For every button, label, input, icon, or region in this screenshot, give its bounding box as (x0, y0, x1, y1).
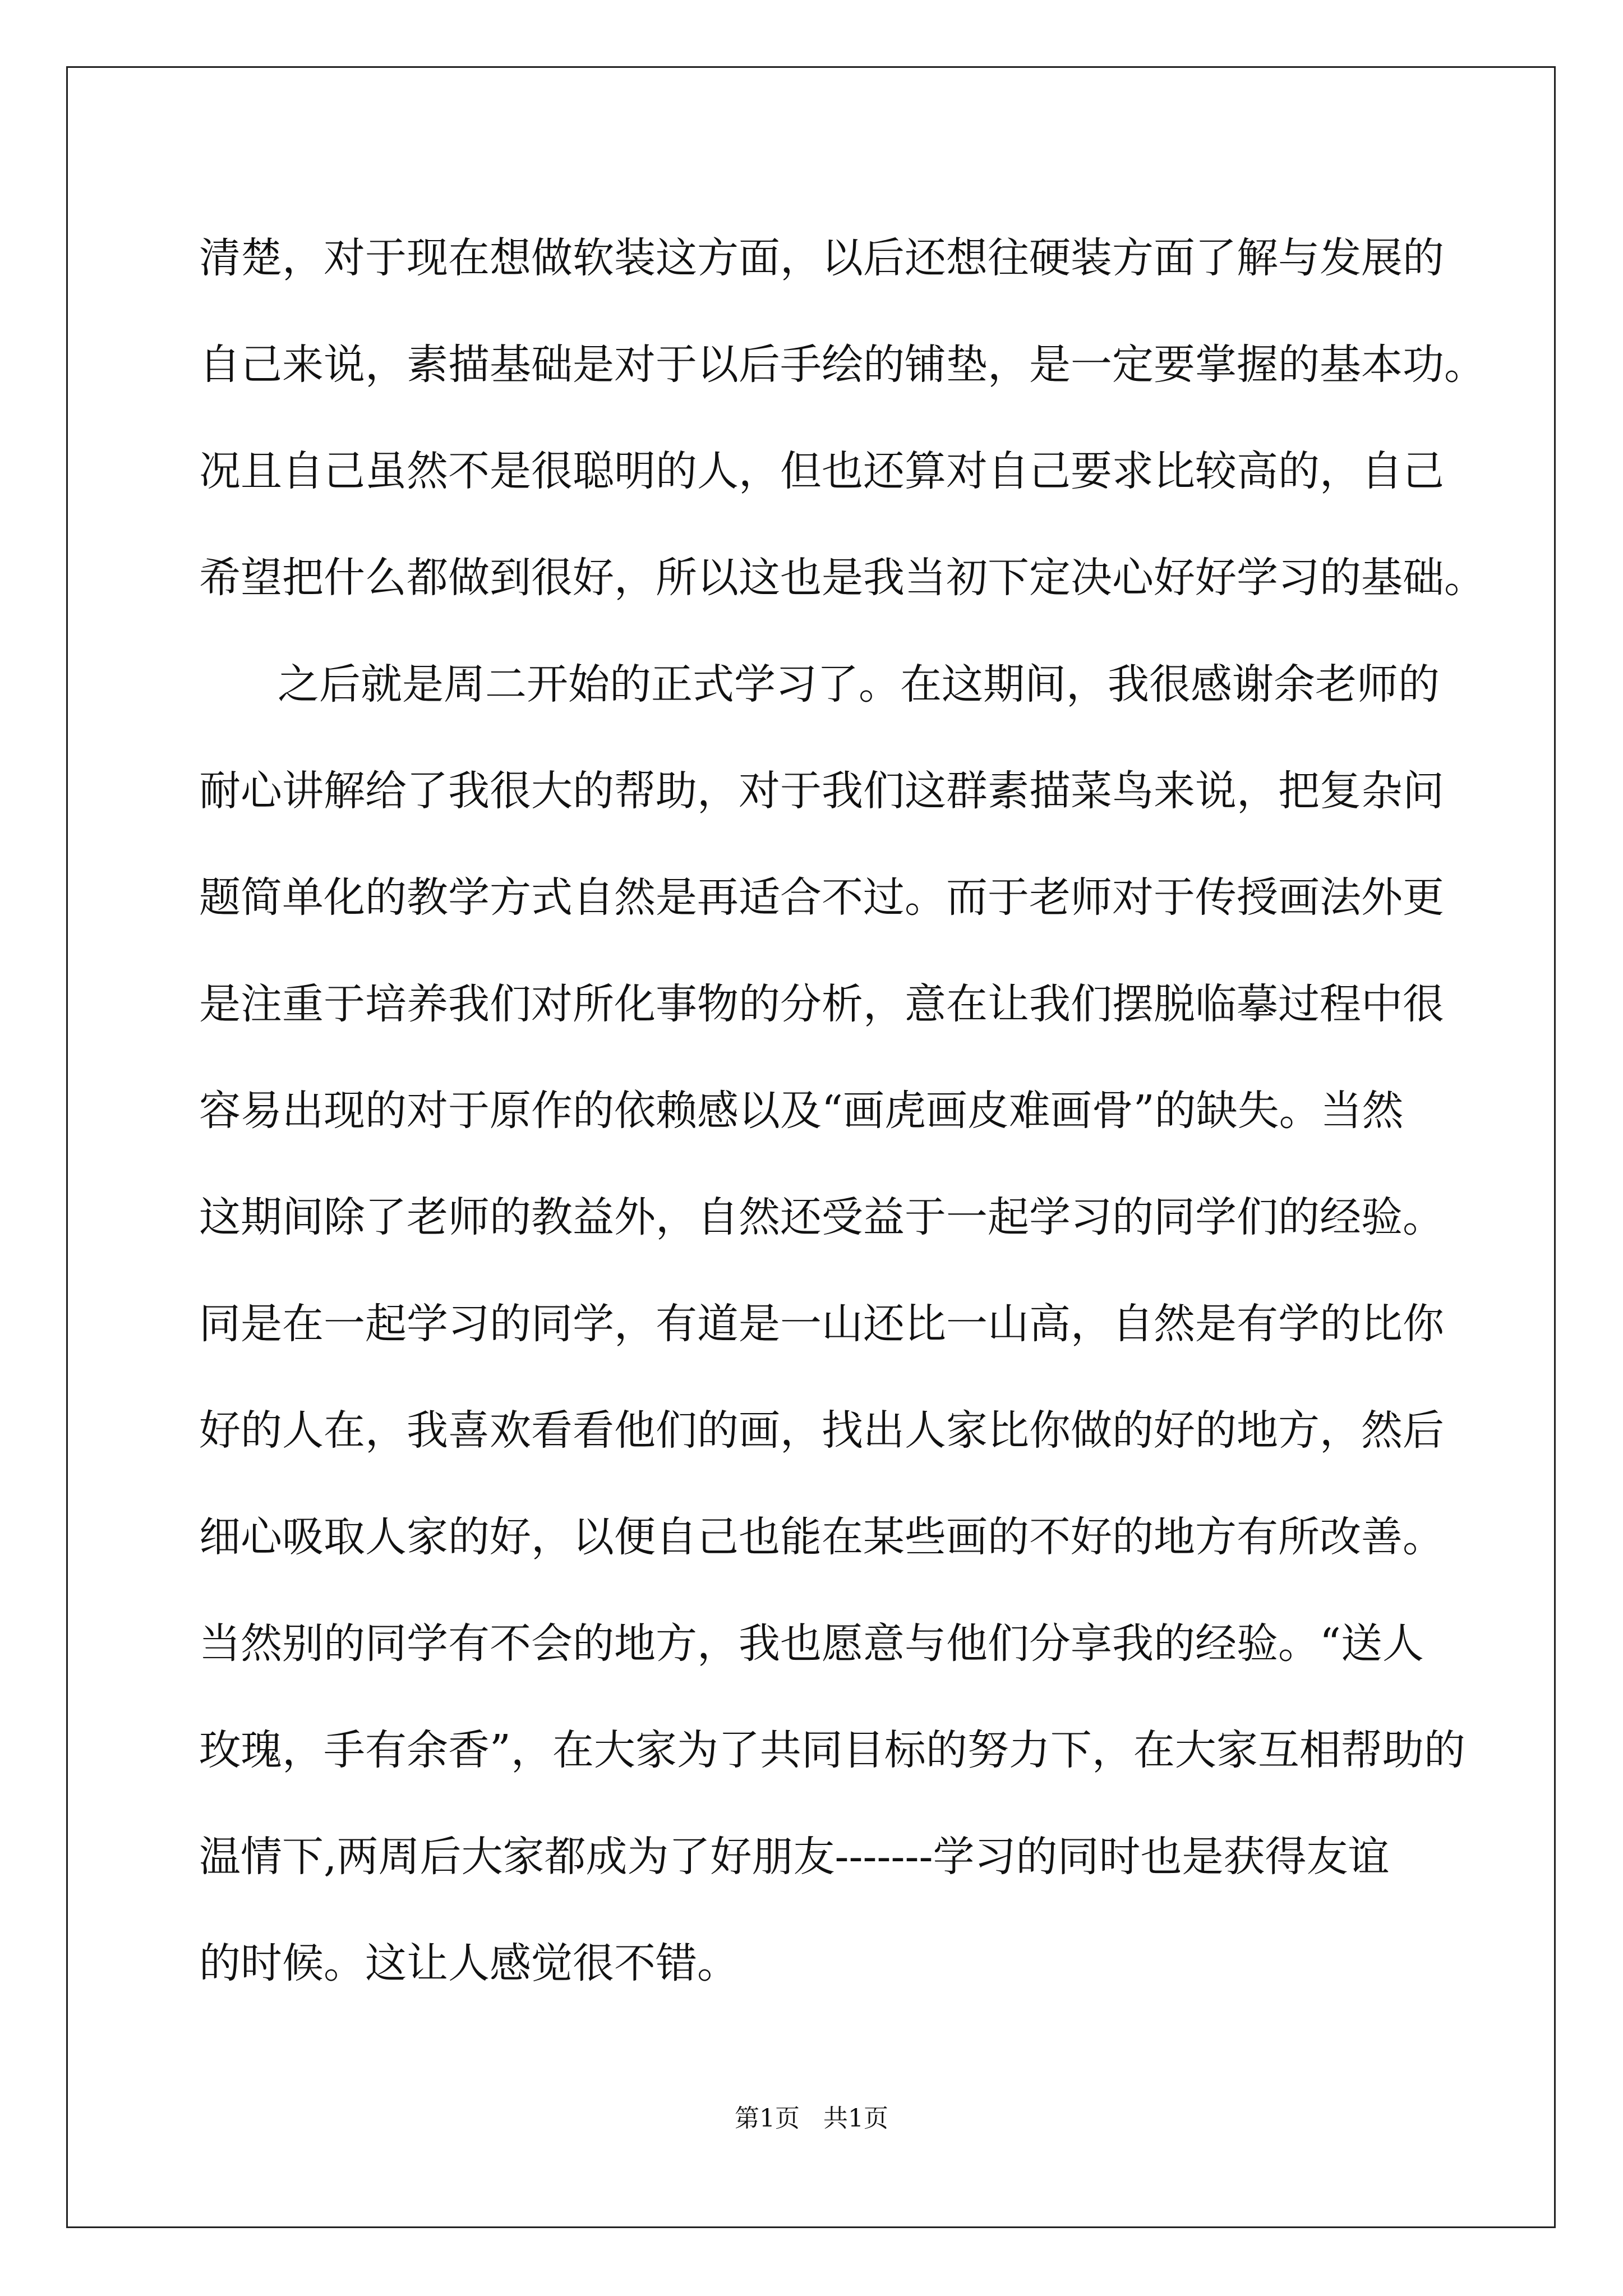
text-line: 这期间除了老师的教益外，自然还受益于一起学习的同学们的经验。 (199, 1193, 1444, 1241)
text-line: 温情下,两周后大家都成为了好朋友-------学习的同时也是获得友谊 (199, 1833, 1390, 1881)
text-line: 耐心讲解给了我很大的帮助，对于我们这群素描菜鸟来说，把复杂问 (199, 767, 1444, 815)
text-line: 玫瑰，手有余香”，在大家为了共同目标的努力下，在大家互相帮助的 (199, 1726, 1465, 1774)
text-line: 是注重于培养我们对所化事物的分析，意在让我们摆脱临摹过程中很 (199, 980, 1444, 1028)
text-line: 好的人在，我喜欢看看他们的画，找出人家比你做的好的地方，然后 (199, 1406, 1444, 1455)
text-line: 容易出现的对于原作的依赖感以及“画虎画皮难画骨”的缺失。当然 (199, 1087, 1404, 1135)
text-line: 细心吸取人家的好，以便自己也能在某些画的不好的地方有所改善。 (199, 1513, 1444, 1561)
document-body (199, 205, 1486, 2017)
page-footer: 第1页 共1页 (735, 2104, 888, 2133)
text-line: 当然别的同学有不会的地方，我也愿意与他们分享我的经验。“送人 (199, 1619, 1424, 1668)
text-line: 同是在一起学习的同学，有道是一山还比一山高，自然是有学的比你 (199, 1300, 1444, 1348)
text-line: 题简单化的教学方式自然是再适合不过。而于老师对于传授画法外更 (199, 873, 1444, 922)
text-line: 希望把什么都做到很好，所以这也是我当初下定决心好好学习的基础。 (199, 554, 1486, 602)
paragraph-start-line: 之后就是周二开始的正式学习了。在这期间，我很感谢余老师的 (278, 660, 1440, 708)
text-line: 清楚，对于现在想做软装这方面，以后还想往硬装方面了解与发展的 (199, 234, 1444, 282)
text-line: 况且自己虽然不是很聪明的人，但也还算对自己要求比较高的，自己 (199, 447, 1444, 495)
text-line: 自己来说，素描基础是对于以后手绘的铺垫，是一定要掌握的基本功。 (199, 341, 1486, 389)
text-line: 的时候。这让人感觉很不错。 (199, 1939, 739, 1987)
